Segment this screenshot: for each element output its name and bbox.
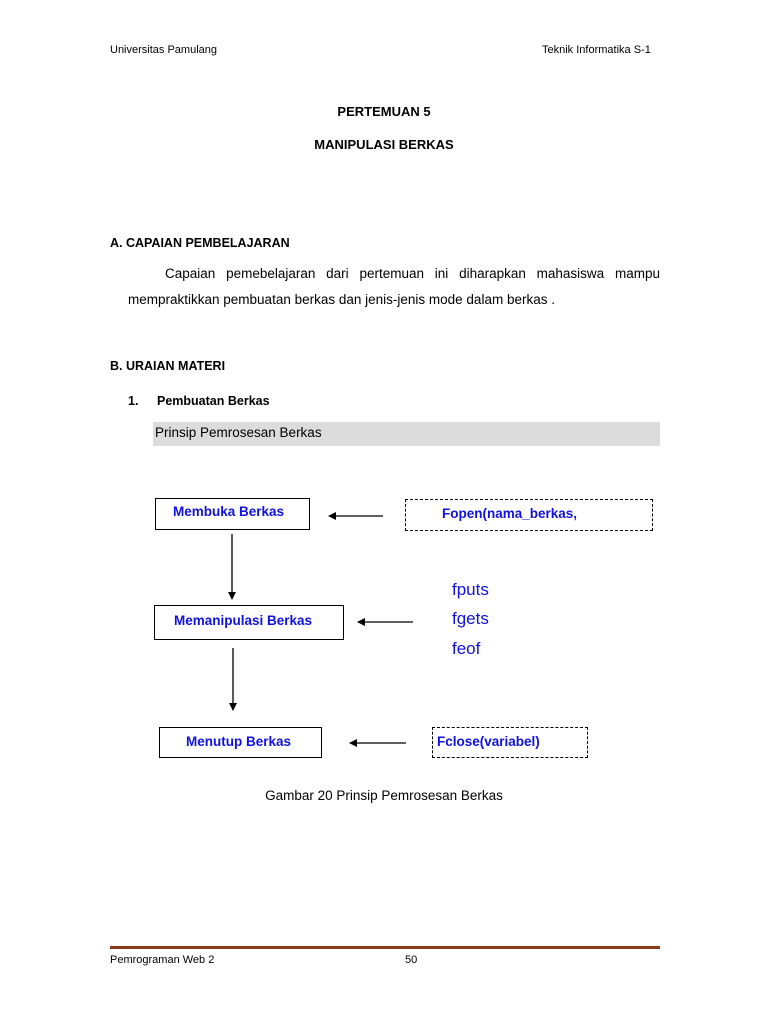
highlight-bar-label: Prinsip Pemrosesan Berkas: [155, 425, 322, 440]
header-left: Universitas Pamulang: [110, 44, 217, 56]
fopen-label: Fopen(nama_berkas,: [442, 506, 578, 521]
footer-left: Pemrograman Web 2: [110, 954, 215, 966]
figure-caption: Gambar 20 Prinsip Pemrosesan Berkas: [265, 788, 503, 803]
footer-rule: [110, 946, 660, 949]
subsection-number: 1.: [128, 394, 139, 408]
header-right: Teknik Informatika S-1: [542, 44, 651, 56]
section-a-heading: A. CAPAIAN PEMBELAJARAN: [110, 236, 290, 250]
topic-title: MANIPULASI BERKAS: [314, 137, 454, 152]
section-b-heading: B. URAIAN MATERI: [110, 359, 226, 373]
meeting-title: PERTEMUAN 5: [337, 104, 431, 119]
function-fputs: fputs: [452, 580, 489, 599]
fclose-label: Fclose(variabel): [437, 734, 540, 749]
box-open-file-label: Membuka Berkas: [173, 504, 285, 519]
page-number: 50: [405, 954, 418, 966]
function-fgets: fgets: [452, 609, 489, 628]
function-feof: feof: [452, 639, 481, 658]
section-a-line2: mempraktikkan pembuatan berkas dan jenis-jenis mode dalam berkas .: [128, 292, 555, 307]
section-a-line1: Capaian pemebelajaran dari pertemuan ini diharapkan mahasiswa mampu: [165, 266, 660, 281]
subsection-title: Pembuatan Berkas: [157, 394, 270, 408]
box-manipulate-file-label: Memanipulasi Berkas: [174, 613, 313, 628]
box-close-file-label: Menutup Berkas: [186, 734, 292, 749]
